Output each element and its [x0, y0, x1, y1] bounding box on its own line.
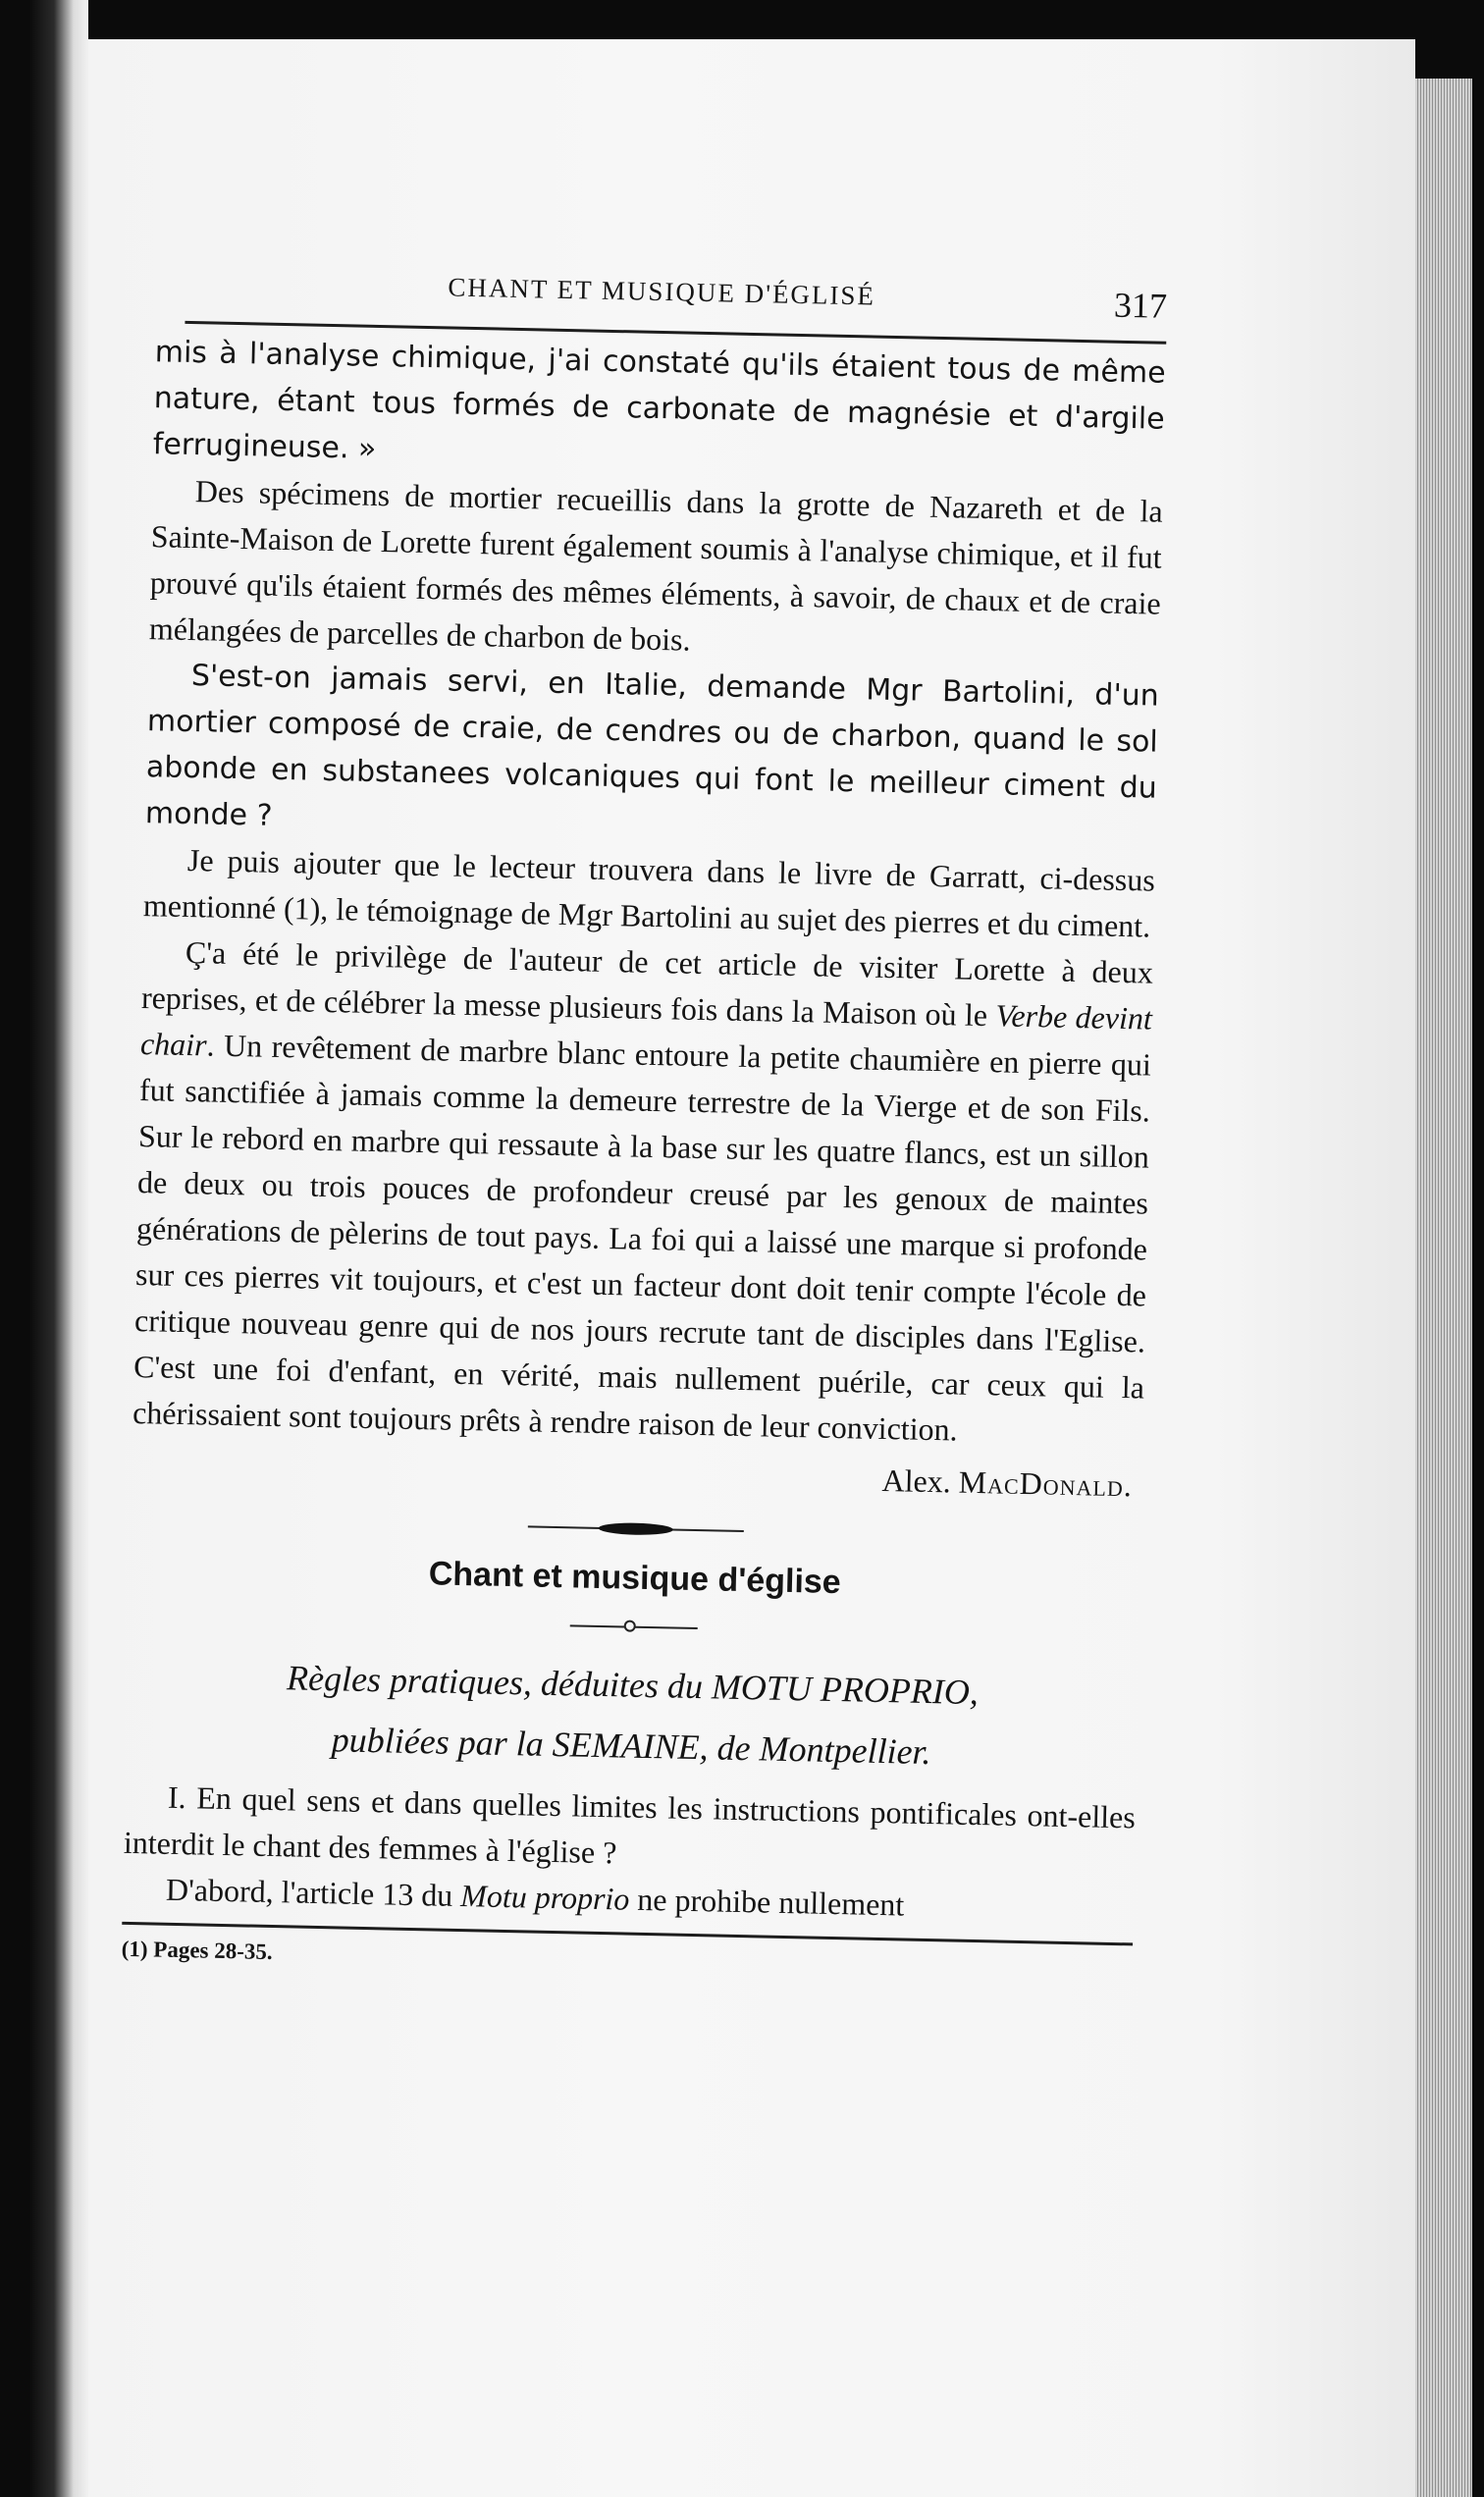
paragraph-5-italic: Verbe devint chair	[139, 997, 1153, 1063]
paragraph-5-text-a: Ç'a été le privilège de l'auteur de cet article de visiter Lorette à deux reprises, et de célébrer la messe plusieurs fois dans la Maison où le	[140, 933, 1154, 1034]
ornament-icon	[599, 1522, 673, 1536]
paragraph-3: S'est-on jamais servi, en Italie, demande Mgr Bartolini, d'un mortier composé de craie, de cendres ou de charbon, quand le sol abonde en substanees volcaniques qui font le meilleur ciment du monde ?	[144, 659, 1160, 833]
page-edges	[1415, 79, 1484, 2497]
article-body	[132, 329, 1167, 1510]
answer-italic: Motu proprio	[459, 1878, 630, 1917]
subtitle-line-2: publiées par la SEMAINE, de Montpellier.	[331, 1720, 931, 1773]
ornament-divider	[528, 1514, 744, 1543]
book-gutter	[0, 0, 88, 2497]
answer-text-a: D'abord, l'article 13 du	[165, 1871, 461, 1914]
page-number: 317	[1113, 285, 1168, 326]
small-divider	[570, 1618, 698, 1636]
section-title: Chant et musique d'église	[428, 1555, 842, 1602]
paragraph-5	[132, 929, 1154, 1457]
footnote: (1) Pages 28-35.	[121, 1936, 273, 1965]
signature-first: Alex.	[881, 1461, 952, 1500]
answer-text-b: ne prohibe nullement	[629, 1881, 905, 1923]
paragraph-2: Des spécimens de mortier recueillis dans la grotte de Nazareth et de la Sainte-Maison de Lorette furent également soumis à l'analyse chimique, et il fut prouvé qu'ils étaient formés des mêmes éléments, à savoir, de chaux et de craie mélangées de parcelles de charbon de bois.	[148, 473, 1164, 658]
signature-last: MacDonald.	[958, 1463, 1134, 1504]
page-text-block	[121, 244, 1168, 1987]
circle-ornament-icon	[624, 1620, 636, 1631]
paragraph-1: mis à l'analyse chimique, j'ai constaté qu'ils étaient tous de même nature, étant tous formés de carbonate de magnésie et d'argile ferrugineuse. »	[152, 335, 1166, 466]
subtitle-line-1: Règles pratiques, déduites du MOTU PROPRIO,	[286, 1658, 980, 1713]
paragraph-5-text-b: . Un revêtement de marbre blanc entoure la petite chaumière en pierre qui fut sanctifiée à jamais comme la demeure terrestre de la Vierge et de son Fils. Sur le rebord en marbre qui ressaute à la base sur les quatre flancs, est un sillon de deux ou trois pouces de profondeur creusé par les genoux de maintes générations de pèlerins de tout pays. La foi qui a laissé une marque si profonde sur ces pierres vit toujours, et c'est un facteur dont doit tenir compte l'école de critique nouveau genre qui de nos jours recrute tant de disciples dans l'Eglise. C'est une foi d'enfant, en vérité, mais nullement puérile, car ceux qui la chérissaient sont toujours prêts à rendre raison de leur conviction.	[132, 1027, 1152, 1448]
question-paragraph: I. En quel sens et dans quelles limites les instructions pontificales ont-elles interdit le chant des femmes à l'église ?	[123, 1779, 1137, 1871]
paragraph-4: Je puis ajouter que le lecteur trouvera dans le livre de Garratt, ci-dessus mentionné (1), le témoignage de Mgr Bartolini au sujet des pierres et du ciment.	[142, 842, 1156, 944]
running-title: CHANT ET MUSIQUE D'ÉGLISÉ	[448, 272, 876, 311]
